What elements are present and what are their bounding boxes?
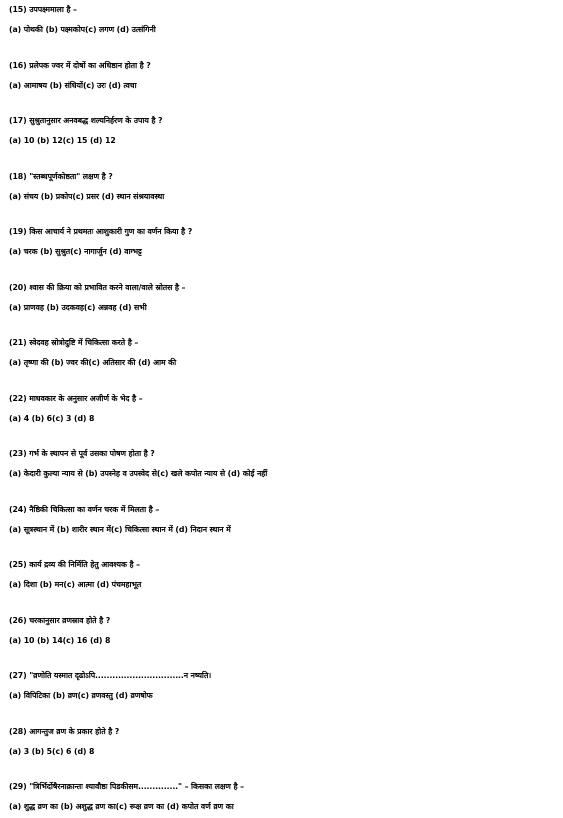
question-15 [9,2,557,38]
answer-options: (a) शुद्ध व्रण का (b) अशुद्ध व्रण का(c) रूक्ष व्रण का (d) कपोत वर्ण व्रण का [9,802,234,811]
question-29 [9,779,557,815]
answer-options: (a) संचय (b) प्रकोप(c) प्रसर (d) स्थान संश्रयावस्था [9,192,165,201]
question-23 [9,446,557,482]
question-27 [9,668,557,704]
question-text: (15) उपपक्ष्ममाला है – [9,5,77,14]
question-text: (16) प्रलेपक ज्वर में दोषों का अधिष्ठान होता है ? [9,61,151,70]
question-text: (20) श्वास की क्रिया को प्रभावित करने वाला/वाले स्रोतस है – [9,283,186,292]
question-text: (23) गर्भ के स्थापन से पूर्व उसका पोषण होता है ? [9,449,155,458]
question-18 [9,169,557,205]
question-24 [9,502,557,538]
question-text: (25) कार्य द्रव्य की निर्मिति हेतु आवश्यक है – [9,560,140,569]
question-text: (18) "स्तब्धपूर्णकोष्ठता" लक्षण है ? [9,172,113,181]
answer-options: (a) तृष्णा की (b) ज्वर की(c) अतिसार की (d) आम की [9,358,177,367]
question-25 [9,557,557,593]
question-22 [9,391,557,427]
question-text: (28) आगन्तुज व्रण के प्रकार होते है ? [9,727,120,736]
answer-options: (a) 4 (b) 6(c) 3 (d) 8 [9,414,95,423]
question-21 [9,335,557,371]
question-text: (22) माधवकार के अनुसार अजीर्ण के भेद है – [9,394,143,403]
question-text: (29) "त्रिर्भिर्दोषैरनाक्रान्तः श्यावौष्ठः पिडकीसम.............." – किसका लक्षण है – [9,782,244,791]
answer-options: (a) केदारी कुल्या न्याय से (b) उपस्नेह व उपस्वेद से(c) खले कपोत न्याय से (d) कोई नहीं [9,469,268,478]
question-20 [9,280,557,316]
answer-options: (a) 10 (b) 14(c) 16 (d) 8 [9,636,111,645]
question-28 [9,724,557,760]
answer-options: (a) सूत्रस्थान में (b) शारीर स्थान में(c) चिकित्सा स्थान में (d) निदान स्थान में [9,525,231,534]
question-text: (17) सुश्रुतानुसार अनवबद्ध शल्यनिर्हरण के उपाय है ? [9,116,163,125]
answer-options: (a) आमाषय (b) संधियों(c) उरः (d) त्वचा [9,81,137,90]
question-text: (26) चरकानुसार व्रणस्राव होते है ? [9,616,111,625]
question-text: (19) किस आचार्य ने प्रथमतः आशुकारी गुण का वर्णन किया है ? [9,227,193,236]
question-16 [9,58,557,94]
answer-options: (a) पोथकी (b) पक्ष्मकोप(c) लगण (d) उत्संगिनी [9,25,156,34]
answer-options: (a) दिशा (b) मन(c) आत्मा (d) पंचमहाभूत [9,580,142,589]
question-text: (24) नैष्ठिकी चिकित्सा का वर्णन चरक में मिलता है – [9,505,160,514]
answer-options: (a) 3 (b) 5(c) 6 (d) 8 [9,747,95,756]
question-17 [9,113,557,149]
answer-options: (a) 10 (b) 12(c) 15 (d) 12 [9,136,116,145]
question-text: (27) "व्रणोति यस्मात दृढोऽपि...............................न नष्यति। [9,671,212,680]
answer-options: (a) चरक (b) सुश्रुत(c) नागार्जुन (d) वाग्भट्ट [9,247,142,256]
question-26 [9,613,557,649]
answer-options: (a) प्राणवह (b) उदकवह(c) अन्नवह (d) सभी [9,303,147,312]
answer-options: (a) विपिटिका (b) व्रण(c) व्रणवस्तु (d) व्रणषोफ [9,691,153,700]
question-text: (21) स्वेदवह स्रोत्रोदुष्टि में चिकित्सा करते है – [9,338,139,347]
question-19 [9,224,557,260]
